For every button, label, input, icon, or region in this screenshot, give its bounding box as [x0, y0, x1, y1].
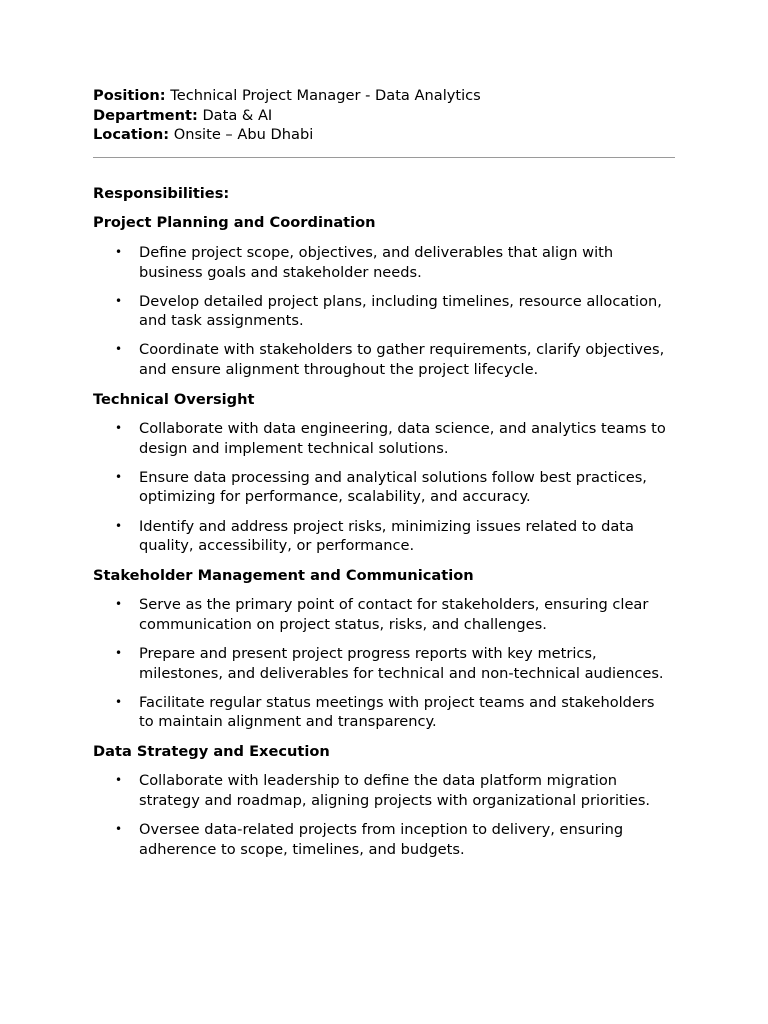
bullet-icon: •: [115, 694, 123, 709]
position-value: Technical Project Manager - Data Analytics: [170, 87, 481, 104]
list-item: [93, 292, 671, 331]
bullet-list: [93, 595, 675, 732]
position-label: Position:: [93, 87, 166, 104]
list-item-text: Develop detailed project plans, including timelines, resource allocation, and task assignments.: [139, 292, 662, 330]
department-value: Data & AI: [202, 106, 273, 124]
location-line: [93, 125, 675, 145]
list-item-text: Collaborate with data engineering, data science, and analytics teams to design and implement technical solutions.: [139, 420, 666, 457]
bullet-icon: •: [115, 293, 123, 308]
bullet-list: [93, 419, 675, 556]
section-title: Data Strategy and Execution: [93, 742, 330, 760]
list-item: [93, 340, 671, 379]
bullet-icon: •: [115, 518, 123, 533]
section-title: Technical Oversight: [93, 390, 255, 408]
department-line: [93, 106, 675, 126]
list-item: [93, 243, 671, 282]
responsibilities-heading: Responsibilities:: [93, 184, 230, 202]
list-item: [93, 517, 671, 556]
bullet-list: [93, 243, 675, 380]
list-item-text: Prepare and present project progress reports with key metrics, milestones, and deliverables for technical and non-technical audiences.: [139, 644, 664, 682]
bullet-icon: •: [115, 822, 123, 837]
list-item-text: Identify and address project risks, minimizing issues related to data quality, accessibility, or performance.: [139, 517, 634, 555]
list-item-text: Coordinate with stakeholders to gather requirements, clarify objectives, and ensure alignment throughout the project lifecycle.: [139, 341, 665, 378]
bullet-icon: •: [115, 469, 123, 484]
list-item: [93, 468, 671, 507]
list-item-text: Oversee data-related projects from inception to delivery, ensuring adherence to scope, timelines, and budgets.: [139, 821, 624, 858]
document-content: [93, 86, 675, 869]
list-item: [93, 771, 671, 810]
list-item: [93, 693, 671, 732]
section-project-planning: [93, 213, 675, 379]
section-technical-oversight: [93, 390, 675, 556]
bullet-icon: •: [115, 597, 123, 612]
bullet-icon: •: [115, 421, 123, 436]
list-item: [93, 419, 671, 458]
bullet-list: [93, 771, 675, 859]
list-item: [93, 820, 671, 859]
horizontal-divider: [93, 157, 675, 158]
section-title: Project Planning and Coordination: [93, 214, 376, 232]
section-title: Stakeholder Management and Communication: [93, 566, 474, 584]
list-item-text: Ensure data processing and analytical solutions follow best practices, optimizing for performance, scalability, and accuracy.: [139, 468, 647, 506]
section-stakeholder-management: [93, 566, 675, 732]
bullet-icon: •: [115, 773, 123, 788]
list-item-text: Facilitate regular status meetings with project teams and stakeholders to maintain alignment and transparency.: [139, 693, 655, 731]
list-item-text: Define project scope, objectives, and deliverables that align with business goals and stakeholder needs.: [139, 243, 614, 281]
list-item: [93, 644, 671, 683]
position-line: [93, 86, 675, 106]
department-label: Department:: [93, 106, 198, 124]
list-item-text: Serve as the primary point of contact for stakeholders, ensuring clear communication on project status, risks, and challenges.: [139, 596, 649, 633]
section-data-strategy: [93, 742, 675, 859]
location-label: Location:: [93, 126, 170, 144]
bullet-icon: •: [115, 244, 123, 259]
bullet-icon: •: [115, 645, 123, 660]
location-value: Onsite – Abu Dhabi: [173, 126, 314, 144]
bullet-icon: •: [115, 342, 123, 357]
list-item: [93, 595, 671, 634]
list-item-text: Collaborate with leadership to define the data platform migration strategy and roadmap, aligning projects with organizational priorities.: [139, 772, 651, 810]
